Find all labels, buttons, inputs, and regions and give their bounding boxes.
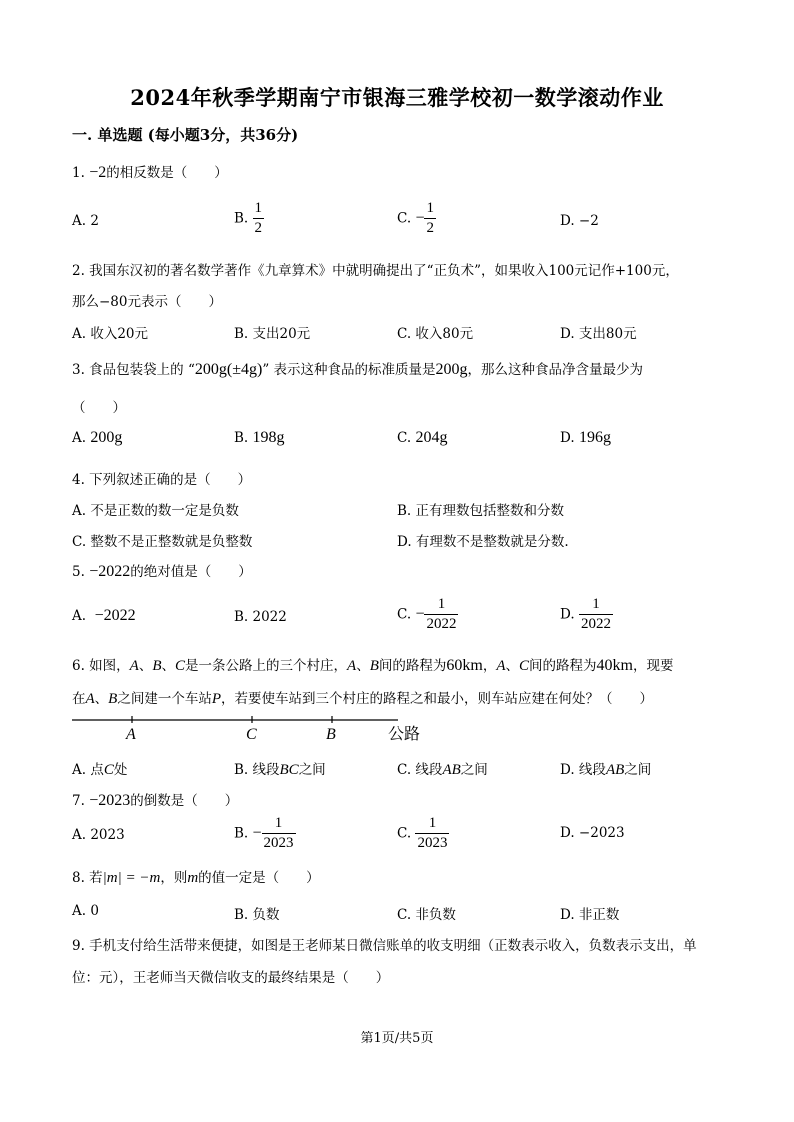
q5-a-value: −2022	[94, 607, 136, 624]
q1-c-numerator: 1	[426, 200, 434, 216]
q1-option-c[interactable]	[397, 200, 436, 238]
q6-var-a: A	[129, 658, 139, 674]
q1-b-fraction	[253, 200, 265, 238]
q5-c-denominator: 2022	[426, 616, 457, 633]
q4-option-b[interactable]: B. 正有理数包括整数和分数	[397, 503, 565, 519]
q7-b-fraction	[262, 815, 296, 853]
q3-post: ，那么这种食品净含量最少为	[467, 362, 644, 378]
q3-a-label: A.	[72, 430, 87, 446]
q4-option-d[interactable]: D. 有理数不是整数就是分数.	[397, 534, 569, 550]
q7-c-numerator: 1	[428, 815, 437, 831]
q7-b-denominator: 2023	[263, 835, 294, 852]
q5-c-fraction	[424, 596, 458, 634]
q6-b-var: BC	[279, 762, 299, 778]
q7-expression: −2023	[89, 792, 131, 809]
q6-text-a: 6. 如图，	[72, 658, 130, 674]
q5-c-sign: −	[415, 605, 425, 623]
q6-text-c: 是一条公路上的三个村庄，	[185, 658, 348, 674]
q7-b-label: B.	[234, 825, 249, 842]
q6-var-c2: C	[519, 658, 530, 674]
q3-c-value: 204g	[415, 429, 448, 446]
q5-c-numerator: 1	[437, 596, 446, 612]
page-title: 2024年秋季学期南宁市银海三雅学校初一数学滚动作业	[130, 85, 664, 110]
q6-sep-3: 、	[356, 658, 370, 674]
fig-road-label: 公路	[388, 724, 421, 743]
q3-mid: ” 表示这种食品的标准质量是	[262, 362, 436, 378]
q1-number: 1.	[72, 165, 85, 181]
q6-sep-5: 、	[505, 658, 519, 674]
q4-option-a[interactable]: A. 不是正数的数一定是负数	[72, 503, 239, 519]
q5-option-d[interactable]	[560, 596, 613, 634]
q2-stem-line2: 那么−80元表示（ ）	[72, 294, 222, 310]
q2-stem-line1: 2. 我国东汉初的著名数学著作《九章算术》中就明确提出了“正负术”，如果收入100元记作+100元，	[72, 263, 679, 279]
q3-option-a[interactable]	[72, 429, 122, 447]
q3-pre: 3. 食品包装袋上的 “	[72, 362, 195, 378]
q5-option-b[interactable]: B. 2022	[234, 609, 287, 625]
fig-label-b: B	[326, 726, 336, 743]
q7-option-d[interactable]: D. −2023	[560, 825, 625, 841]
q9-stem-line1: 9. 手机支付给生活带来便捷，如图是王老师某日微信账单的收支明细（正数表示收入，负数表示支出，单	[72, 938, 697, 954]
road-diagram	[70, 712, 430, 752]
q7-option-a[interactable]: A. 2023	[72, 827, 125, 843]
q1-c-sign: −	[415, 209, 425, 227]
q3-c-label: C.	[397, 430, 412, 446]
question-1-stem	[72, 161, 228, 182]
q5-a-label: A.	[72, 608, 87, 624]
q6-sep-4: ，	[482, 658, 497, 674]
q7-option-c[interactable]	[397, 815, 449, 853]
q1-b-label: B.	[234, 210, 249, 227]
q6-option-c[interactable]	[397, 758, 488, 779]
q8-stem	[72, 866, 320, 887]
q6-text-l2b: 之间建一个车站	[117, 691, 212, 707]
q1-b-numerator: 1	[254, 200, 263, 216]
q6-d-label: D. 线段	[560, 762, 606, 778]
q6-d-post: 之间	[624, 762, 652, 778]
q2-option-a[interactable]: A. 收入20元	[72, 326, 149, 342]
q1-b-denominator: 2	[254, 220, 263, 237]
q6-var-a4: A	[85, 691, 95, 707]
q4-option-c[interactable]: C. 整数不是正整数就是负整数	[72, 534, 253, 550]
q1-c-fraction	[424, 200, 436, 238]
page-footer: 第1页/共5页	[360, 1031, 434, 1046]
q8-var: m	[187, 870, 199, 886]
q1-expression: −2	[89, 164, 107, 181]
q6-a-var: C	[103, 762, 114, 778]
q6-var-c: C	[175, 658, 186, 674]
q6-a-post: 处	[113, 762, 128, 778]
q6-text-l2a: 在	[72, 691, 86, 707]
q3-expression-2: 200g	[435, 361, 468, 378]
q5-stem	[72, 560, 252, 581]
q2-option-d[interactable]: D. 支出80元	[560, 326, 637, 342]
q3-option-b[interactable]	[234, 429, 285, 447]
q6-var-b: B	[152, 658, 162, 674]
q3-b-value: 198g	[252, 429, 285, 446]
q6-c-label: C. 线段	[397, 762, 443, 778]
q7-b-numerator: 1	[274, 815, 283, 831]
q1-option-a[interactable]: A. 2	[72, 213, 99, 229]
q3-expression: 200g(±4g)	[194, 361, 263, 378]
fig-label-c: C	[246, 726, 257, 743]
q3-stem-line1	[72, 358, 643, 379]
q5-text: 的绝对值是（ ）	[130, 564, 252, 580]
q6-text-l2c: ，若要使车站到三个村庄的路程之和最小，则车站应建在何处？（ ）	[221, 691, 654, 707]
q6-a-label: A. 点	[72, 762, 104, 778]
q7-c-label: C.	[397, 825, 412, 842]
q2-option-b[interactable]: B. 支出20元	[234, 326, 311, 342]
q8-option-a[interactable]: A. 0	[72, 903, 99, 919]
q6-b-post: 之间	[298, 762, 326, 778]
q3-a-value: 200g	[90, 429, 123, 446]
q8-option-b[interactable]: B. 负数	[234, 907, 280, 923]
q3-d-label: D.	[560, 430, 575, 446]
q7-c-fraction	[415, 815, 449, 853]
q3-b-label: B.	[234, 430, 249, 446]
q6-option-a[interactable]	[72, 758, 127, 779]
q8-post: 的值一定是（ ）	[198, 870, 320, 886]
q6-text-g: ，现要	[632, 658, 674, 674]
q1-option-b[interactable]	[234, 200, 264, 238]
q6-b-label: B. 线段	[234, 762, 280, 778]
q6-var-b2: B	[369, 658, 379, 674]
q8-option-d[interactable]: D. 非正数	[560, 907, 620, 923]
q6-var-b3: B	[108, 691, 118, 707]
q1-text: 的相反数是（ ）	[106, 165, 228, 181]
q5-d-denominator: 2022	[580, 616, 611, 633]
q5-expression: −2022	[89, 563, 131, 580]
q7-c-denominator: 2023	[417, 835, 448, 852]
q7-option-b[interactable]	[234, 815, 296, 853]
q7-stem	[72, 789, 238, 810]
q3-stem-line2: （ ）	[72, 400, 126, 416]
q5-d-fraction	[579, 596, 613, 634]
q5-d-label: D.	[560, 606, 575, 623]
q8-option-c[interactable]: C. 非负数	[397, 907, 456, 923]
q6-sep-1: 、	[138, 658, 153, 674]
q4-stem: 4. 下列叙述正确的是（ ）	[72, 472, 252, 488]
q3-d-value: 196g	[578, 429, 611, 446]
q6-var-p: P	[211, 691, 222, 707]
q8-expression: |m| = −m	[102, 870, 161, 886]
q7-number: 7.	[72, 793, 85, 809]
q3-option-c[interactable]	[397, 429, 447, 447]
q5-d-numerator: 1	[592, 596, 600, 612]
q6-option-b[interactable]	[234, 758, 326, 779]
q3-option-d[interactable]	[560, 429, 611, 447]
q6-c-post: 之间	[460, 762, 488, 778]
q5-option-c[interactable]	[397, 596, 458, 634]
q7-b-sign: −	[252, 824, 262, 842]
q6-sep-2: 、	[161, 658, 176, 674]
q7-text: 的倒数是（ ）	[130, 793, 239, 809]
q1-option-d[interactable]: D. −2	[560, 213, 599, 229]
q8-pre: 8. 若	[72, 870, 103, 886]
q6-sep-6: 、	[94, 691, 109, 707]
q6-var-a3: A	[496, 658, 506, 674]
q9-stem-line2: 位：元），王老师当天微信收支的最终结果是（ ）	[72, 970, 390, 986]
q6-text-d: 间的路程为	[378, 658, 447, 674]
q5-c-label: C.	[397, 606, 412, 623]
q6-stem-line1	[72, 654, 673, 675]
q6-distance-2: 40km	[596, 657, 633, 674]
fig-label-a: A	[126, 726, 136, 743]
section-heading: 一. 单选题 (每小题3分，共36分)	[72, 126, 299, 144]
q6-c-var: AB	[442, 762, 461, 778]
q5-number: 5.	[72, 564, 85, 580]
q8-mid: ，则	[160, 870, 188, 886]
q6-var-a2: A	[347, 658, 357, 674]
q6-stem-line2	[72, 687, 653, 708]
q6-option-d[interactable]	[560, 758, 651, 779]
q6-distance-1: 60km	[446, 657, 483, 674]
q6-text-f: 间的路程为	[529, 658, 597, 674]
q2-option-c[interactable]: C. 收入80元	[397, 326, 474, 342]
q6-d-var: AB	[605, 762, 625, 778]
q1-c-label: C.	[397, 210, 412, 227]
q5-option-a[interactable]	[72, 607, 136, 625]
q1-c-denominator: 2	[426, 220, 434, 237]
